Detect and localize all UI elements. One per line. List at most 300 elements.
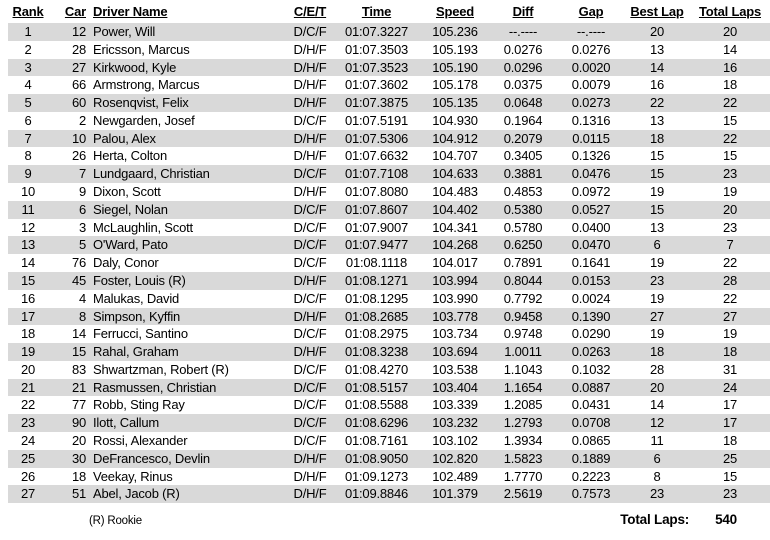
cell-rank: 17 xyxy=(8,308,48,326)
cell-best: 11 xyxy=(650,432,664,448)
table-row xyxy=(8,130,770,148)
table-row xyxy=(8,165,770,183)
cell-gap: 0.0290 xyxy=(571,326,611,342)
cell-speed: 105.190 xyxy=(420,59,490,77)
table-row xyxy=(8,94,770,112)
table-row xyxy=(8,485,770,503)
cell-total: 23 xyxy=(722,219,738,235)
cell-car: 9 xyxy=(78,184,86,200)
cell-rank: 11 xyxy=(8,201,48,219)
cell-best: 15 xyxy=(626,201,688,219)
cell-best: 15 xyxy=(649,148,665,164)
cell-rank: 1 xyxy=(8,23,48,41)
cell-diff: 0.0375 xyxy=(503,77,543,93)
cell-cet: D/C/F xyxy=(287,414,333,432)
cell-total: 31 xyxy=(722,361,738,377)
total-laps-summary xyxy=(0,512,737,527)
cell-cet: D/C/F xyxy=(287,201,333,219)
cell-driver: Rahal, Graham xyxy=(90,343,287,361)
cell-cet: D/C/F xyxy=(293,361,327,377)
rookie-note: (R) Rookie xyxy=(89,515,142,528)
cell-gap: 0.0276 xyxy=(571,41,611,57)
cell-speed: 105.193 xyxy=(432,41,478,57)
cell-total: 22 xyxy=(722,290,738,306)
cell-gap: 0.1316 xyxy=(571,112,611,128)
cell-rank: 10 xyxy=(20,184,36,200)
cell-rank: 4 xyxy=(24,77,32,93)
cell-rank: 26 xyxy=(20,468,36,484)
cell-gap: 0.0972 xyxy=(571,184,611,200)
cell-best: 20 xyxy=(626,379,688,397)
table-row xyxy=(8,41,770,59)
cell-driver: DeFrancesco, Devlin xyxy=(90,450,287,468)
cell-speed: 103.232 xyxy=(420,414,490,432)
cell-rank: 12 xyxy=(20,219,36,235)
cell-speed: 105.236 xyxy=(420,23,490,41)
cell-speed: 103.994 xyxy=(420,272,490,290)
cell-driver: Armstrong, Marcus xyxy=(93,77,200,93)
cell-rank: 21 xyxy=(8,379,48,397)
cell-diff: 0.0296 xyxy=(490,59,556,77)
cell-time: 01:07.5306 xyxy=(333,130,420,148)
header-row xyxy=(8,4,770,23)
cell-cet: D/H/F xyxy=(287,485,333,503)
cell-rank: 9 xyxy=(8,165,48,183)
cell-car: 66 xyxy=(71,77,86,93)
cell-driver: O'Ward, Pato xyxy=(90,236,287,254)
cell-speed: 104.633 xyxy=(420,165,490,183)
cell-best: 27 xyxy=(626,308,688,326)
column-header-driver: Driver Name xyxy=(93,4,168,19)
table-row xyxy=(8,112,770,130)
cell-diff: 0.4853 xyxy=(503,184,543,200)
cell-driver: Ilott, Callum xyxy=(90,414,287,432)
cell-gap: 0.0079 xyxy=(571,77,611,93)
cell-gap: 0.0476 xyxy=(556,165,626,183)
cell-rank: 3 xyxy=(8,59,48,77)
cell-cet: D/C/F xyxy=(293,326,327,342)
cell-total: 25 xyxy=(688,450,770,468)
cell-speed: 105.135 xyxy=(420,94,490,112)
table-row xyxy=(8,219,770,237)
cell-cet: D/H/F xyxy=(287,343,333,361)
total-laps-label: Total Laps: xyxy=(620,512,690,528)
cell-rank: 8 xyxy=(24,148,32,164)
cell-rank: 27 xyxy=(8,485,48,503)
cell-car: 3 xyxy=(78,219,86,235)
cell-cet: D/H/F xyxy=(287,94,333,112)
cell-cet: D/H/F xyxy=(293,77,327,93)
table-row xyxy=(8,414,770,432)
cell-best: 19 xyxy=(649,255,665,271)
cell-car: 5 xyxy=(48,236,90,254)
cell-car: 83 xyxy=(71,361,86,377)
cell-car: 21 xyxy=(48,379,90,397)
cell-total: 19 xyxy=(722,326,738,342)
cell-driver: Kirkwood, Kyle xyxy=(90,59,287,77)
cell-time: 01:07.9007 xyxy=(344,219,409,235)
cell-gap: 0.0273 xyxy=(556,94,626,112)
cell-rank: 13 xyxy=(8,236,48,254)
cell-time: 01:07.3523 xyxy=(333,59,420,77)
cell-gap: 0.0400 xyxy=(571,219,611,235)
cell-driver: Herta, Colton xyxy=(93,148,167,164)
table-row xyxy=(8,183,770,201)
cell-best: 13 xyxy=(649,41,665,57)
cell-car: 6 xyxy=(48,201,90,219)
cell-driver: Rosenqvist, Felix xyxy=(90,94,287,112)
cell-car: 28 xyxy=(71,41,86,57)
cell-speed: 103.404 xyxy=(420,379,490,397)
cell-best: 20 xyxy=(626,23,688,41)
cell-speed: 102.489 xyxy=(432,468,478,484)
column-header-speed: Speed xyxy=(435,4,474,19)
cell-speed: 103.538 xyxy=(432,361,478,377)
cell-car: 8 xyxy=(48,308,90,326)
cell-total: 15 xyxy=(722,112,738,128)
cell-best: 22 xyxy=(626,94,688,112)
table-row xyxy=(8,76,770,94)
cell-cet: D/C/F xyxy=(287,165,333,183)
cell-gap: 0.1326 xyxy=(571,148,611,164)
cell-cet: D/H/F xyxy=(293,148,327,164)
cell-total: 7 xyxy=(688,236,770,254)
cell-car: 4 xyxy=(78,290,86,306)
cell-total: 17 xyxy=(722,397,738,413)
cell-car: 26 xyxy=(71,148,86,164)
cell-diff: 0.5780 xyxy=(503,219,543,235)
table-row xyxy=(8,450,770,468)
cell-total: 16 xyxy=(688,59,770,77)
column-header-total-laps: Total Laps xyxy=(698,4,762,19)
cell-diff: 0.1964 xyxy=(503,112,543,128)
cell-driver: Newgarden, Josef xyxy=(93,112,195,128)
cell-diff: 1.0011 xyxy=(490,343,556,361)
cell-car: 12 xyxy=(48,23,90,41)
table-row xyxy=(8,396,770,414)
cell-car: 10 xyxy=(48,130,90,148)
cell-total: 17 xyxy=(688,414,770,432)
cell-gap: 0.0153 xyxy=(556,272,626,290)
sheet-footer xyxy=(0,510,770,540)
cell-best: 19 xyxy=(649,184,665,200)
cell-car: 27 xyxy=(48,59,90,77)
cell-rank: 19 xyxy=(8,343,48,361)
cell-best: 23 xyxy=(626,485,688,503)
cell-driver: Robb, Sting Ray xyxy=(93,397,185,413)
cell-total: 18 xyxy=(722,432,738,448)
cell-speed: 105.178 xyxy=(432,77,478,93)
cell-diff: 1.1043 xyxy=(503,361,543,377)
cell-time: 01:08.9050 xyxy=(333,450,420,468)
cell-best: 23 xyxy=(626,272,688,290)
cell-driver: Shwartzman, Robert (R) xyxy=(93,361,229,377)
cell-driver: Malukas, David xyxy=(93,290,180,306)
cell-speed: 103.778 xyxy=(420,308,490,326)
cell-time: 01:08.3238 xyxy=(333,343,420,361)
cell-diff: 0.7891 xyxy=(503,255,543,271)
table-header xyxy=(8,4,770,23)
total-laps-value: 540 xyxy=(715,512,737,528)
cell-speed: 104.930 xyxy=(432,112,478,128)
cell-gap: 0.7573 xyxy=(556,485,626,503)
cell-car: 15 xyxy=(48,343,90,361)
table-row xyxy=(8,343,770,361)
cell-driver: Power, Will xyxy=(90,23,287,41)
cell-car: 7 xyxy=(48,165,90,183)
cell-time: 01:08.5588 xyxy=(344,397,409,413)
cell-speed: 101.379 xyxy=(420,485,490,503)
cell-time: 01:07.6632 xyxy=(344,148,409,164)
cell-gap: 0.0431 xyxy=(571,397,611,413)
cell-driver: Rossi, Alexander xyxy=(93,432,188,448)
cell-speed: 104.912 xyxy=(420,130,490,148)
cell-cet: D/H/F xyxy=(287,130,333,148)
cell-diff: 0.3881 xyxy=(490,165,556,183)
table-row xyxy=(8,308,770,326)
qualifying-results-table xyxy=(8,4,770,503)
cell-total: 20 xyxy=(688,23,770,41)
cell-rank: 25 xyxy=(8,450,48,468)
cell-total: 19 xyxy=(722,184,738,200)
cell-diff: 1.1654 xyxy=(490,379,556,397)
cell-driver: Ericsson, Marcus xyxy=(93,41,190,57)
column-header-gap: Gap xyxy=(578,4,604,19)
cell-cet: D/H/F xyxy=(287,308,333,326)
cell-rank: 23 xyxy=(8,414,48,432)
table-row xyxy=(8,361,770,379)
cell-time: 01:07.5191 xyxy=(344,112,409,128)
cell-total: 23 xyxy=(688,485,770,503)
cell-gap: 0.0020 xyxy=(556,59,626,77)
cell-cet: D/H/F xyxy=(287,450,333,468)
cell-cet: D/C/F xyxy=(287,379,333,397)
cell-total: 18 xyxy=(688,343,770,361)
cell-cet: D/H/F xyxy=(293,184,327,200)
cell-speed: 103.102 xyxy=(432,432,478,448)
table-row xyxy=(8,147,770,165)
table-row xyxy=(8,379,770,397)
cell-diff: 0.9748 xyxy=(503,326,543,342)
cell-total: 27 xyxy=(688,308,770,326)
cell-total: 24 xyxy=(688,379,770,397)
cell-best: 19 xyxy=(649,290,665,306)
table-body xyxy=(8,23,770,503)
cell-gap: 0.0527 xyxy=(556,201,626,219)
cell-speed: 104.483 xyxy=(432,184,478,200)
cell-diff: 1.7770 xyxy=(503,468,543,484)
table-row xyxy=(8,236,770,254)
cell-speed: 104.017 xyxy=(432,255,478,271)
cell-speed: 103.734 xyxy=(432,326,478,342)
cell-diff: 0.0648 xyxy=(490,94,556,112)
cell-diff: 0.5380 xyxy=(490,201,556,219)
cell-cet: D/C/F xyxy=(293,290,327,306)
cell-total: 15 xyxy=(722,148,738,164)
cell-driver: Lundgaard, Christian xyxy=(90,165,287,183)
cell-cet: D/C/F xyxy=(293,255,327,271)
cell-total: 18 xyxy=(722,77,738,93)
cell-car: 90 xyxy=(48,414,90,432)
cell-time: 01:08.1118 xyxy=(345,255,408,271)
cell-driver: Abel, Jacob (R) xyxy=(90,485,287,503)
cell-gap: 0.0115 xyxy=(556,130,626,148)
cell-gap: 0.0865 xyxy=(571,432,611,448)
cell-best: 13 xyxy=(649,112,665,128)
cell-time: 01:09.1273 xyxy=(344,468,409,484)
cell-speed: 102.820 xyxy=(420,450,490,468)
cell-rank: 16 xyxy=(20,290,36,306)
cell-best: 14 xyxy=(649,397,665,413)
cell-car: 51 xyxy=(48,485,90,503)
cell-time: 01:08.5157 xyxy=(333,379,420,397)
cell-diff: --.---- xyxy=(490,23,556,41)
cell-cet: D/C/F xyxy=(293,432,327,448)
cell-gap: 0.0470 xyxy=(556,236,626,254)
cell-time: 01:07.8607 xyxy=(333,201,420,219)
cell-best: 6 xyxy=(626,236,688,254)
cell-time: 01:08.4270 xyxy=(344,361,409,377)
cell-gap: 0.1032 xyxy=(571,361,611,377)
cell-time: 01:08.1271 xyxy=(333,272,420,290)
table-row xyxy=(8,272,770,290)
cell-best: 14 xyxy=(626,59,688,77)
cell-diff: 0.8044 xyxy=(490,272,556,290)
cell-rank: 22 xyxy=(20,397,36,413)
cell-best: 15 xyxy=(626,165,688,183)
cell-best: 13 xyxy=(649,219,665,235)
cell-diff: 0.0276 xyxy=(503,41,543,57)
cell-rank: 5 xyxy=(8,94,48,112)
cell-driver: Siegel, Nolan xyxy=(90,201,287,219)
cell-best: 8 xyxy=(653,468,661,484)
cell-gap: 0.1641 xyxy=(571,255,611,271)
column-header-diff: Diff xyxy=(512,4,534,19)
cell-driver: Ferrucci, Santino xyxy=(93,326,188,342)
table-row xyxy=(8,432,770,450)
cell-car: 20 xyxy=(71,432,86,448)
cell-total: 23 xyxy=(688,165,770,183)
column-header-rank: Rank xyxy=(12,4,44,19)
cell-time: 01:09.8846 xyxy=(333,485,420,503)
cell-total: 22 xyxy=(688,130,770,148)
cell-speed: 103.339 xyxy=(432,397,478,413)
cell-diff: 0.6250 xyxy=(490,236,556,254)
table-row xyxy=(8,325,770,343)
cell-car: 18 xyxy=(71,468,86,484)
cell-car: 77 xyxy=(71,397,86,413)
cell-driver: Rasmussen, Christian xyxy=(90,379,287,397)
cell-time: 01:08.7161 xyxy=(344,432,409,448)
cell-time: 01:08.6296 xyxy=(333,414,420,432)
cell-time: 01:07.8080 xyxy=(344,184,409,200)
cell-cet: D/C/F xyxy=(287,236,333,254)
cell-rank: 20 xyxy=(20,361,36,377)
cell-best: 16 xyxy=(649,77,665,93)
cell-cet: D/H/F xyxy=(293,41,327,57)
cell-diff: 0.9458 xyxy=(490,308,556,326)
cell-cet: D/H/F xyxy=(287,272,333,290)
table-row xyxy=(8,290,770,308)
cell-driver: Veekay, Rinus xyxy=(93,468,173,484)
cell-rank: 24 xyxy=(20,432,36,448)
cell-speed: 103.694 xyxy=(420,343,490,361)
cell-car: 45 xyxy=(48,272,90,290)
cell-rank: 6 xyxy=(24,112,32,128)
cell-best: 28 xyxy=(649,361,665,377)
cell-gap: 0.1889 xyxy=(556,450,626,468)
cell-time: 01:08.2975 xyxy=(344,326,409,342)
cell-rank: 7 xyxy=(8,130,48,148)
cell-diff: 2.5619 xyxy=(490,485,556,503)
cell-gap: --.---- xyxy=(556,23,626,41)
cell-driver: Palou, Alex xyxy=(90,130,287,148)
cell-diff: 1.2793 xyxy=(490,414,556,432)
cell-speed: 103.990 xyxy=(432,290,478,306)
column-header-car: Car xyxy=(64,4,86,19)
cell-speed: 104.268 xyxy=(420,236,490,254)
cell-diff: 0.2079 xyxy=(490,130,556,148)
cell-gap: 0.0708 xyxy=(556,414,626,432)
cell-time: 01:07.3503 xyxy=(344,41,409,57)
cell-time: 01:07.7108 xyxy=(333,165,420,183)
cell-car: 14 xyxy=(71,326,86,342)
cell-best: 19 xyxy=(649,326,665,342)
cell-car: 30 xyxy=(48,450,90,468)
cell-speed: 104.341 xyxy=(432,219,478,235)
cell-total: 22 xyxy=(688,94,770,112)
table-row xyxy=(8,254,770,272)
cell-cet: D/C/F xyxy=(287,23,333,41)
column-header-cet: C/E/T xyxy=(293,4,327,19)
cell-rank: 14 xyxy=(20,255,36,271)
cell-best: 6 xyxy=(626,450,688,468)
cell-diff: 1.3934 xyxy=(503,432,543,448)
cell-gap: 0.0263 xyxy=(556,343,626,361)
table-row xyxy=(8,59,770,77)
cell-cet: D/C/F xyxy=(293,219,327,235)
cell-time: 01:08.2685 xyxy=(333,308,420,326)
cell-gap: 0.0887 xyxy=(556,379,626,397)
cell-car: 76 xyxy=(71,255,86,271)
table-row xyxy=(8,23,770,41)
cell-rank: 18 xyxy=(20,326,36,342)
cell-best: 18 xyxy=(626,343,688,361)
cell-diff: 1.5823 xyxy=(490,450,556,468)
cell-time: 01:07.9477 xyxy=(333,236,420,254)
cell-car: 60 xyxy=(48,94,90,112)
cell-rank: 15 xyxy=(8,272,48,290)
cell-cet: D/C/F xyxy=(293,112,327,128)
cell-time: 01:07.3875 xyxy=(333,94,420,112)
table-row xyxy=(8,468,770,486)
column-header-time: Time xyxy=(361,4,392,19)
cell-driver: Foster, Louis (R) xyxy=(90,272,287,290)
cell-driver: McLaughlin, Scott xyxy=(93,219,193,235)
table-row xyxy=(8,201,770,219)
cell-time: 01:08.1295 xyxy=(344,290,409,306)
cell-total: 14 xyxy=(722,41,738,57)
cell-diff: 0.3405 xyxy=(503,148,543,164)
cell-time: 01:07.3227 xyxy=(333,23,420,41)
column-header-best-lap: Best Lap xyxy=(630,4,684,19)
cell-cet: D/H/F xyxy=(287,59,333,77)
cell-gap: 0.2223 xyxy=(571,468,611,484)
cell-driver: Simpson, Kyffin xyxy=(90,308,287,326)
cell-total: 28 xyxy=(688,272,770,290)
cell-car: 2 xyxy=(78,112,86,128)
cell-total: 15 xyxy=(722,468,738,484)
